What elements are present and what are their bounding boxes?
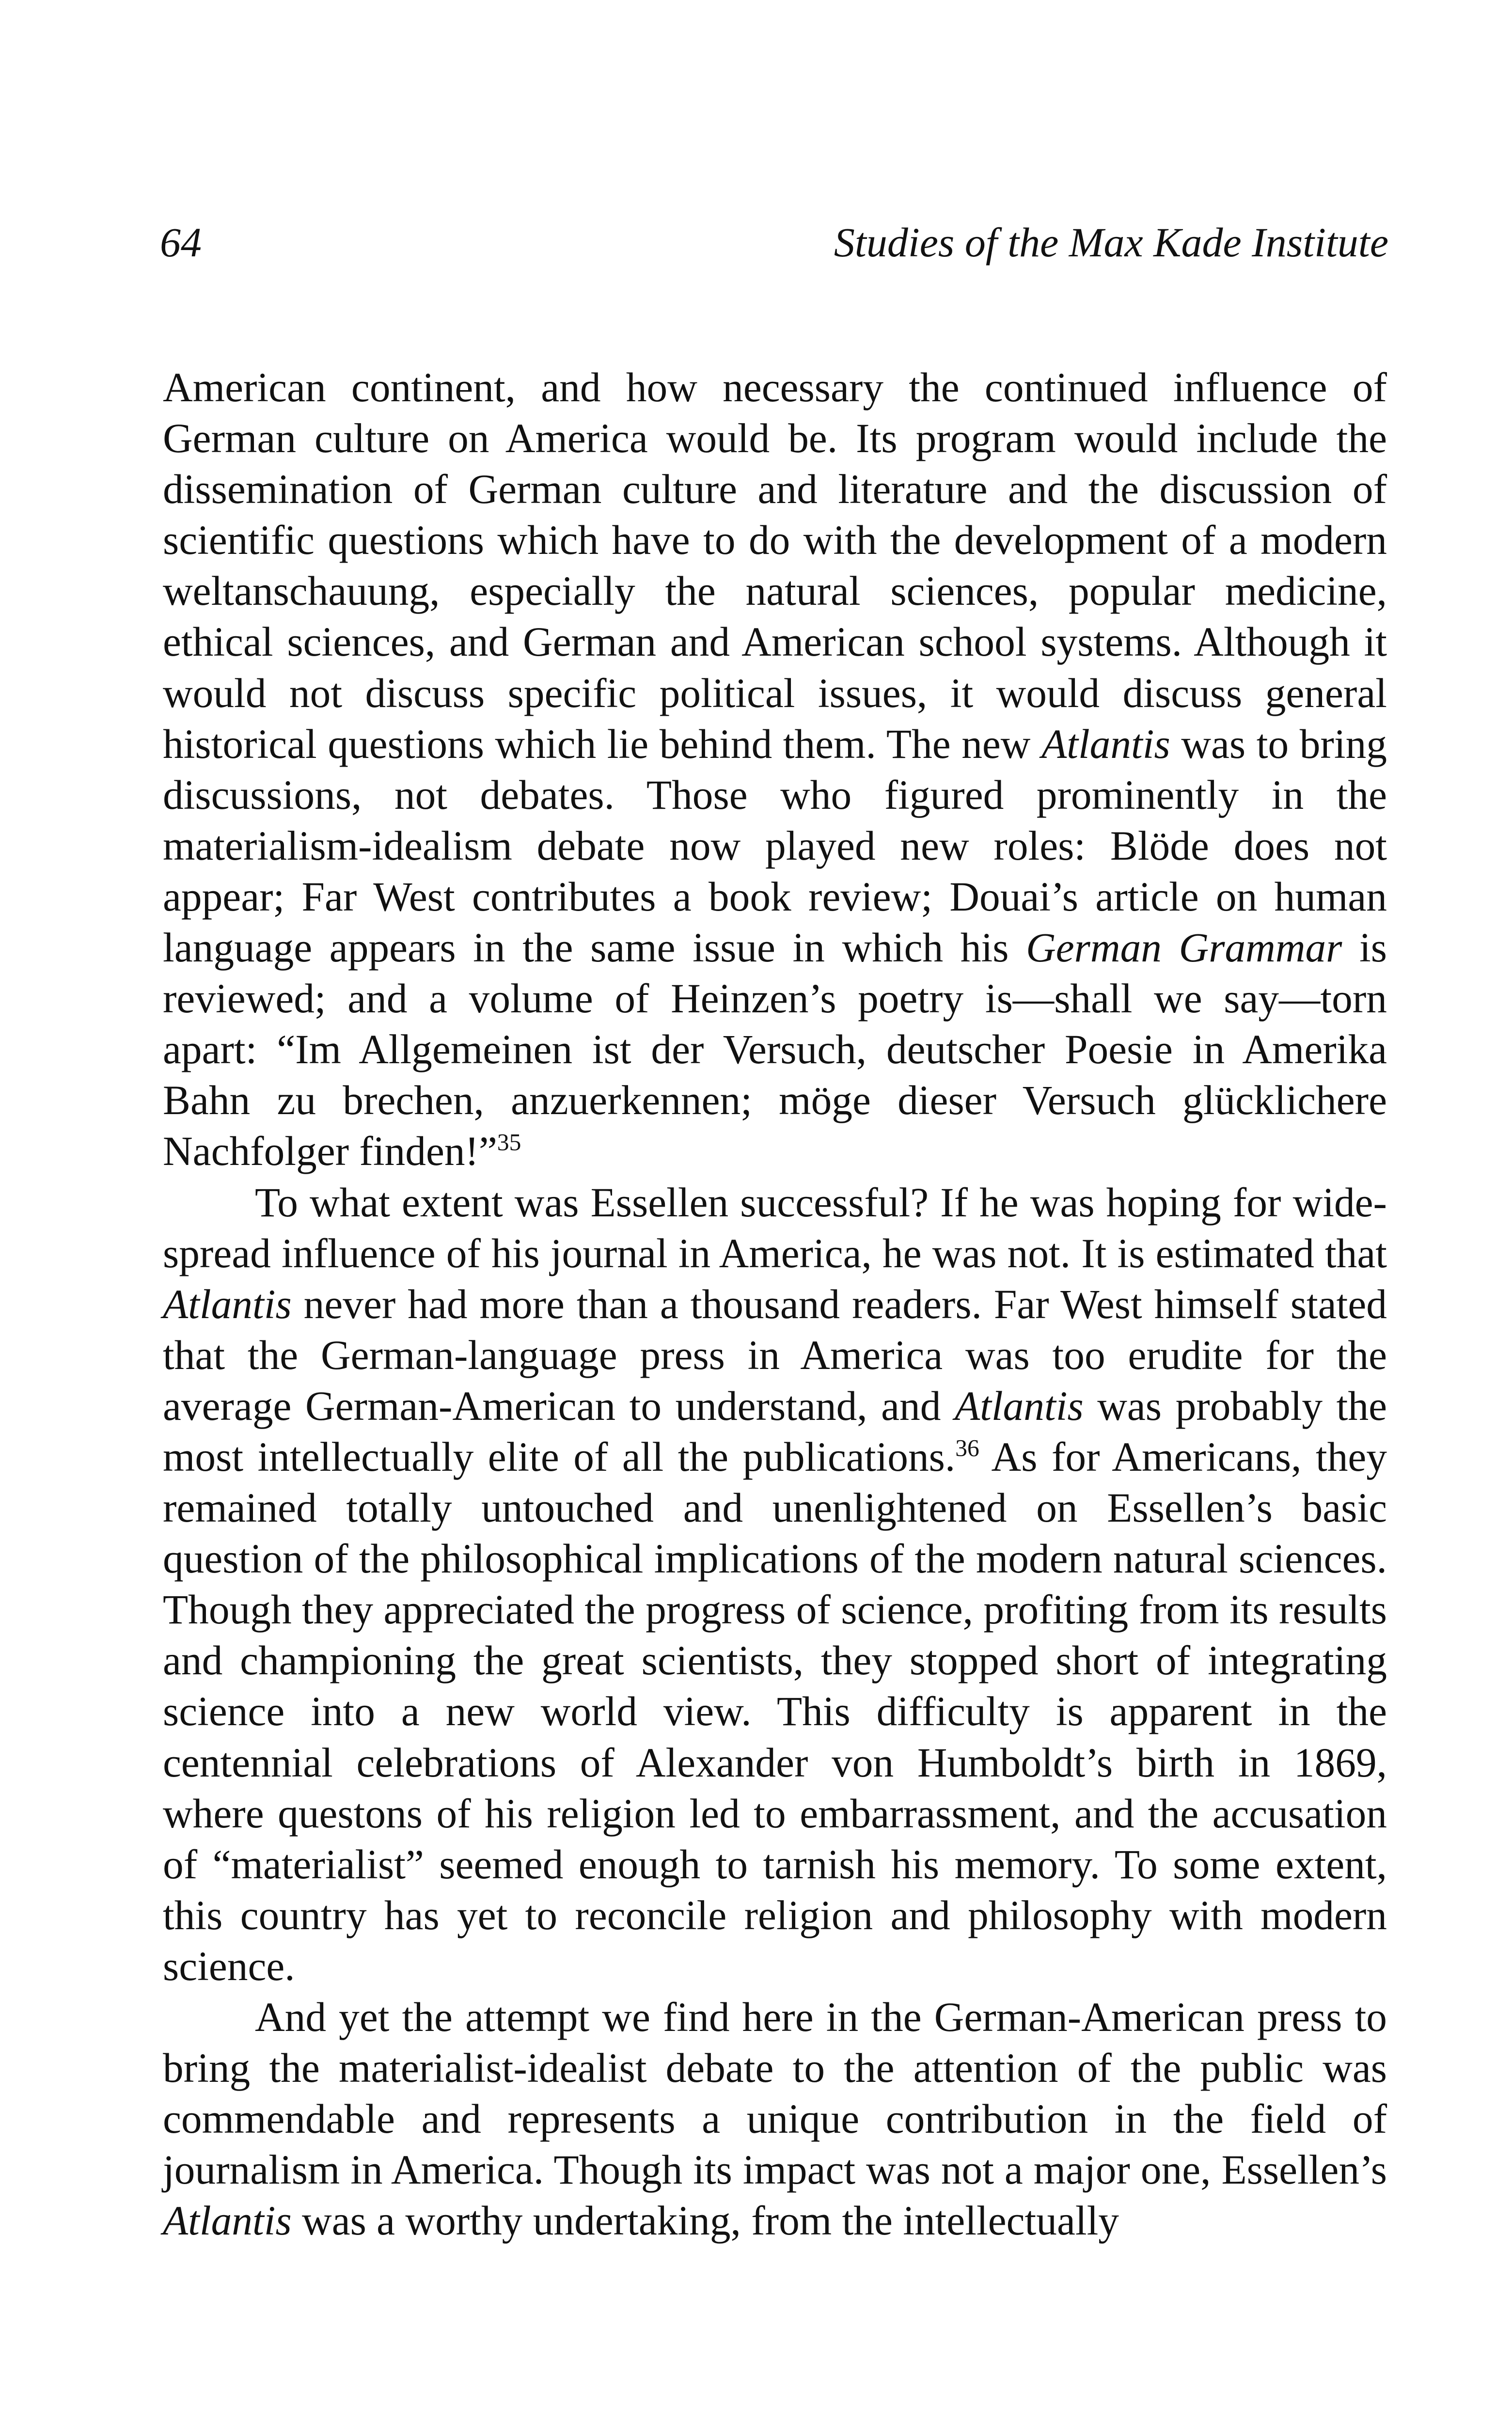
italic-title-atlantis: Atlantis	[163, 2198, 292, 2244]
paragraph-2-text-d: As for Americans, they remained totally untouched and unenlightened on Essellen’s basic question of the philosophical implications of the modern natural sciences. Though they appreciated the progress of science, profiting from its results and championing the great scientists, they stopped short of integrating science into a new world view. This difficulty is apparent in the centennial celebrations of Alexander von Humboldt’s birth in 1869, where questons of his religion led to embarrassment, and the accusation of “materialist” seemed enough to tarnish his memory. To some extent, this country has yet to reconcile religion and philosophy with modern science.	[163, 1434, 1387, 1989]
paragraph-2-text-a: To what extent was Essellen successful? If he was hoping for wide-spread influence of his journal in America, he was not. It is estimated that	[163, 1180, 1387, 1276]
journal-title: Studies of the Max Kade Institute	[834, 219, 1388, 266]
paragraph-3-text-a: And yet the attempt we find here in the German-American press to bring the materialist-idealist debate to the attention of the public was commendable and represents a unique contribution in the field of journalism in America. Though its impact was not a major one, Essellen’s	[163, 1995, 1387, 2193]
paragraph-3	[163, 1992, 1387, 2247]
running-head	[160, 208, 1388, 276]
footnote-reference-36: 36	[955, 1434, 979, 1462]
paragraph-1-text-b: was to bring discussions, not debates. Those who figured prominently in the materialism-idealism debate now played new roles: Blöde does not appear; Far West contributes a book review; Douai’s article on human language appears in the same issue in which his	[163, 721, 1387, 971]
italic-title-atlantis: Atlantis	[163, 1281, 292, 1327]
italic-title-atlantis: Atlantis	[1041, 721, 1170, 767]
paragraph-1-text-a: American continent, and how necessary the continued influence of German culture on America would be. Its program would include the dissemination of German culture and literature and the discussion of scientific questions which have to do with the development of a modern weltanschauung, especially the natural sciences, popular medicine, ethical sciences, and German and American school systems. Although it would not discuss specific political issues, it would discuss general historical questions which lie behind them. The new	[163, 365, 1387, 767]
page-number: 64	[160, 219, 202, 266]
italic-title-atlantis: Atlantis	[955, 1383, 1084, 1429]
footnote-reference-35: 35	[497, 1129, 521, 1156]
paragraph-3-text-b: was a worthy undertaking, from the intellectually	[291, 2198, 1119, 2244]
paragraph-2	[163, 1178, 1387, 1993]
paragraph-2-text-c: was probably the most intellectually elite of all the publications.	[163, 1383, 1387, 1480]
italic-title-german-grammar: German Grammar	[1026, 925, 1342, 971]
paragraph-1	[163, 362, 1387, 1178]
body-text	[163, 362, 1387, 2247]
paragraph-2-text-b: never had more than a thousand readers. Far West himself stated that the German-language press in America was too erudite for the average German-American to understand, and	[163, 1281, 1387, 1429]
paragraph-1-text-c: is reviewed; and a volume of Heinzen’s poetry is—shall we say—torn apart: “Im Allgemeinen ist der Versuch, deutscher Poesie in Amerika Bahn zu brechen, anzuerkennen; möge dieser Versuch glücklichere Nachfolger finden!”	[163, 925, 1387, 1175]
